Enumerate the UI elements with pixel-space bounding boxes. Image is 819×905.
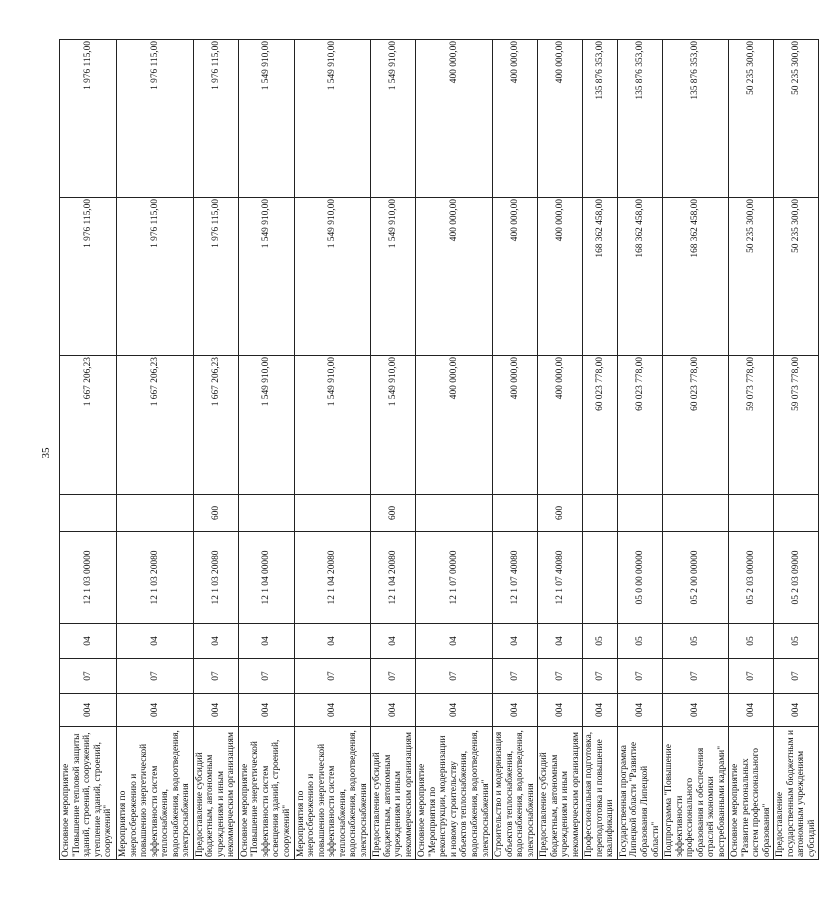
cell-subsection: 05 [774, 624, 819, 659]
cell-name: Основное мероприятие "Повышение тепловой защиты зданий, строений, сооружений, утепление зданий, строений, сооружений" [60, 727, 117, 860]
cell-admin: 004 [60, 694, 117, 727]
cell-kind [663, 495, 729, 532]
cell-value-1: 400 000,00 [416, 356, 493, 495]
cell-value-2: 1 976 115,00 [60, 198, 117, 356]
cell-subsection: 04 [493, 624, 538, 659]
cell-admin: 004 [729, 694, 774, 727]
cell-admin: 004 [294, 694, 371, 727]
cell-name: Профессиональная подготовка, переподготовка и повышение квалификации [583, 727, 618, 860]
cell-admin: 004 [493, 694, 538, 727]
cell-subsection: 04 [117, 624, 194, 659]
cell-value-1: 1 549 910,00 [294, 356, 371, 495]
cell-subsection: 04 [371, 624, 416, 659]
cell-value-1: 1 667 206,23 [117, 356, 194, 495]
cell-admin: 004 [774, 694, 819, 727]
cell-target: 12 1 03 20080 [117, 532, 194, 624]
cell-name: Предоставление субсидий бюджетным, автономным учреждениям и иным некоммерческим организациям [193, 727, 238, 860]
cell-subsection: 04 [193, 624, 238, 659]
cell-section: 07 [774, 659, 819, 694]
cell-name: Строительство и модернизация объектов теплоснабжения, водоснабжения, водоотведения, электроснабжения [493, 727, 538, 860]
cell-name: Основное мероприятие "Повышение энергетической эффективности систем освещения зданий, строений, сооружений" [238, 727, 294, 860]
cell-value-1: 400 000,00 [493, 356, 538, 495]
cell-admin: 004 [416, 694, 493, 727]
cell-section: 07 [238, 659, 294, 694]
table-row [193, 40, 238, 860]
cell-target: 12 1 07 40080 [538, 532, 583, 624]
cell-value-2: 168 362 458,00 [663, 198, 729, 356]
table-row [617, 40, 662, 860]
cell-section: 07 [538, 659, 583, 694]
cell-target: 12 1 07 40080 [493, 532, 538, 624]
table-row [583, 40, 618, 860]
cell-value-2: 1 976 115,00 [193, 198, 238, 356]
cell-value-3: 1 976 115,00 [117, 40, 194, 198]
cell-section: 07 [729, 659, 774, 694]
table-row [371, 40, 416, 860]
cell-value-2: 50 235 300,00 [729, 198, 774, 356]
cell-value-1: 60 023 778,00 [663, 356, 729, 495]
cell-value-2: 400 000,00 [416, 198, 493, 356]
cell-value-3: 1 549 910,00 [238, 40, 294, 198]
cell-value-1: 1 549 910,00 [371, 356, 416, 495]
cell-value-1: 60 023 778,00 [583, 356, 618, 495]
cell-subsection: 04 [60, 624, 117, 659]
cell-admin: 004 [117, 694, 194, 727]
cell-kind [774, 495, 819, 532]
cell-subsection: 04 [238, 624, 294, 659]
cell-value-1: 400 000,00 [538, 356, 583, 495]
cell-target: 12 1 03 20080 [193, 532, 238, 624]
cell-value-3: 135 876 353,00 [663, 40, 729, 198]
table-row [774, 40, 819, 860]
cell-kind [583, 495, 618, 532]
cell-kind [60, 495, 117, 532]
cell-section: 07 [416, 659, 493, 694]
cell-name: Мероприятия по энергосбережению и повышению энергетической эффективности систем теплоснабжения, водоснабжения, водоотведения, электроснабжения [117, 727, 194, 860]
cell-admin: 004 [583, 694, 618, 727]
cell-value-1: 59 073 778,00 [774, 356, 819, 495]
cell-value-1: 1 549 910,00 [238, 356, 294, 495]
cell-admin: 004 [371, 694, 416, 727]
cell-section: 07 [117, 659, 194, 694]
cell-kind: 600 [193, 495, 238, 532]
table-row [294, 40, 371, 860]
cell-subsection: 05 [729, 624, 774, 659]
rotated-page-content [59, 40, 817, 860]
cell-target [583, 532, 618, 624]
cell-value-1: 1 667 206,23 [60, 356, 117, 495]
cell-name: Основное мероприятие "Мероприятия по реконструкции, модернизации и новому строительству объектов теплоснабжения, водоснабжения, водоотведения, электроснабжения" [416, 727, 493, 860]
table-row [538, 40, 583, 860]
cell-admin: 004 [617, 694, 662, 727]
cell-subsection: 04 [294, 624, 371, 659]
cell-value-2: 168 362 458,00 [583, 198, 618, 356]
page-number: 35 [40, 447, 52, 459]
cell-name: Предоставление государственным бюджетным и автономным учреждениям субсидий [774, 727, 819, 860]
cell-value-2: 1 549 910,00 [294, 198, 371, 356]
cell-kind: 600 [371, 495, 416, 532]
cell-target: 05 2 00 00000 [663, 532, 729, 624]
cell-section: 07 [617, 659, 662, 694]
cell-value-2: 168 362 458,00 [617, 198, 662, 356]
table-row [416, 40, 493, 860]
cell-value-3: 135 876 353,00 [617, 40, 662, 198]
cell-value-3: 400 000,00 [493, 40, 538, 198]
budget-table [59, 39, 819, 860]
cell-target: 12 1 04 00000 [238, 532, 294, 624]
cell-target: 05 2 03 00000 [729, 532, 774, 624]
cell-value-3: 50 235 300,00 [729, 40, 774, 198]
cell-section: 07 [493, 659, 538, 694]
cell-value-2: 1 976 115,00 [117, 198, 194, 356]
cell-value-3: 400 000,00 [538, 40, 583, 198]
cell-section: 07 [193, 659, 238, 694]
cell-kind: 600 [538, 495, 583, 532]
table-row [493, 40, 538, 860]
cell-value-2: 1 549 910,00 [238, 198, 294, 356]
cell-kind [617, 495, 662, 532]
cell-subsection: 05 [583, 624, 618, 659]
cell-target: 05 0 00 00000 [617, 532, 662, 624]
cell-value-3: 1 976 115,00 [60, 40, 117, 198]
cell-value-2: 400 000,00 [538, 198, 583, 356]
table-row [729, 40, 774, 860]
cell-name: Мероприятия по энергосбережению и повышению энергетической эффективности систем теплоснабжения, водоснабжения, водоотведения, электроснабжения [294, 727, 371, 860]
cell-kind [238, 495, 294, 532]
cell-value-3: 1 976 115,00 [193, 40, 238, 198]
cell-target: 12 1 03 00000 [60, 532, 117, 624]
cell-admin: 004 [238, 694, 294, 727]
cell-section: 07 [60, 659, 117, 694]
cell-section: 07 [371, 659, 416, 694]
cell-subsection: 04 [416, 624, 493, 659]
cell-target: 12 1 04 20080 [371, 532, 416, 624]
cell-value-3: 50 235 300,00 [774, 40, 819, 198]
cell-value-1: 59 073 778,00 [729, 356, 774, 495]
cell-target: 12 1 07 00000 [416, 532, 493, 624]
cell-value-3: 1 549 910,00 [371, 40, 416, 198]
cell-subsection: 05 [617, 624, 662, 659]
table-body [60, 40, 819, 860]
cell-kind [416, 495, 493, 532]
cell-value-3: 1 549 910,00 [294, 40, 371, 198]
table-row [663, 40, 729, 860]
cell-value-2: 1 549 910,00 [371, 198, 416, 356]
cell-kind [493, 495, 538, 532]
cell-kind [729, 495, 774, 532]
cell-target: 05 2 03 09000 [774, 532, 819, 624]
cell-name: Предоставление субсидий бюджетным, автономным учреждениям и иным некоммерческим организациям [538, 727, 583, 860]
cell-admin: 004 [663, 694, 729, 727]
cell-kind [117, 495, 194, 532]
table-row [238, 40, 294, 860]
cell-target: 12 1 04 20080 [294, 532, 371, 624]
cell-subsection: 04 [538, 624, 583, 659]
cell-admin: 004 [538, 694, 583, 727]
cell-value-3: 135 876 353,00 [583, 40, 618, 198]
table-row [117, 40, 194, 860]
cell-subsection: 05 [663, 624, 729, 659]
cell-name: Подпрограмма "Повышение эффективности профессионального образования и обеспечения отраслей экономики востребованными кадрами" [663, 727, 729, 860]
cell-section: 07 [294, 659, 371, 694]
cell-name: Государственная программа Липецкой области "Развитие образования Липецкой области" [617, 727, 662, 860]
cell-value-1: 1 667 206,23 [193, 356, 238, 495]
cell-value-2: 50 235 300,00 [774, 198, 819, 356]
table-row [60, 40, 117, 860]
cell-name: Основное мероприятие "Развитие региональных систем профессионального образования" [729, 727, 774, 860]
cell-value-3: 400 000,00 [416, 40, 493, 198]
cell-value-1: 60 023 778,00 [617, 356, 662, 495]
cell-section: 07 [583, 659, 618, 694]
cell-name: Предоставление субсидий бюджетным, автономным учреждениям и иным некоммерческим организациям [371, 727, 416, 860]
cell-value-2: 400 000,00 [493, 198, 538, 356]
cell-kind [294, 495, 371, 532]
cell-admin: 004 [193, 694, 238, 727]
cell-section: 07 [663, 659, 729, 694]
